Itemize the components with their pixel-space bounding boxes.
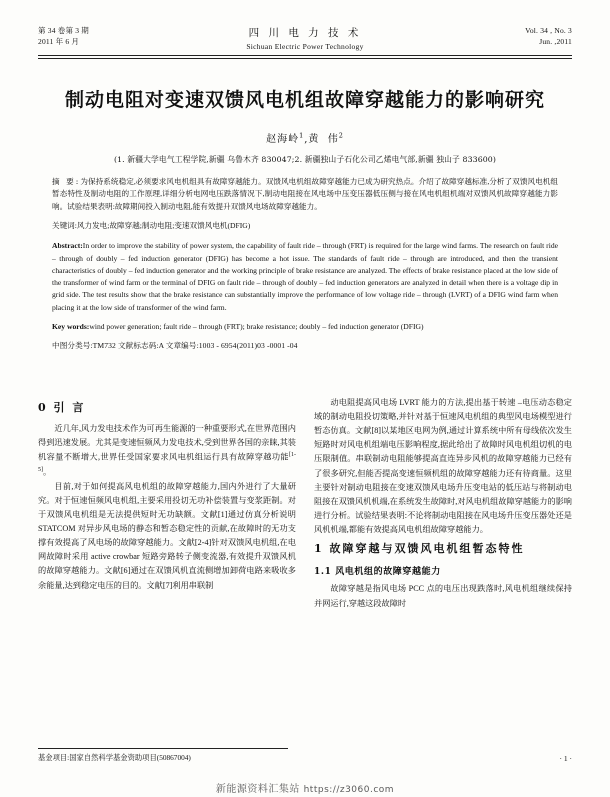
affiliation: (1. 新疆大学电气工程学院,新疆 乌鲁木齐 830047;2. 新疆独山子石化公司乙烯电气部,新疆 独山子 833600) [113, 154, 497, 164]
column-left [38, 396, 296, 739]
body-columns [38, 396, 572, 739]
page-inner [38, 26, 572, 779]
authors: 赵海岭$^1$,黄 伟$^2$ [266, 131, 344, 145]
section-1-1-title: 1.1 风电机组的故障穿越能力 [314, 567, 441, 577]
abstract-en-text: In order to improve the stability of power system, the capability of fault ride – through (FRT) is required for the large wind farms. The research on fault ride – through of doubly – fed induction generator (DFIG) has become a hot issue. The standards of fault ride – through are introduced, and then the transient characteristics of doubly – fed induction generator and the working principle of brake resistance are analyzed. The effects of brake resistance placed at the low side of the transformer of wind farm or the terminal of DFIG on fault ride – through of doubly – fed induction generators are analyzed in detail when there is a voltage dip in grid side. The test results show that the brake resistance can substantially improve the performance of low voltage ride – through (LVRT) of a DFIG wind farm when placing it at the low side of transformer of the wind farm. [52, 241, 558, 312]
watermark [0, 780, 610, 795]
abstract-cn-text: 为保持系统稳定,必须要求风电机组具有故障穿越能力。双馈风电机组故障穿越能力已成为研究热点。介绍了故障穿越标准,分析了双馈风电机组暂态特性及制动电阻的工作原理,详细分析电网电压跌落情况下,制动电阻接在风电场中压变压器低压侧与接在风电机组机端对双馈风机故障穿越能力影响。试验结果表明:故障期间投入制动电阻,能有效提升双馈风电场故障穿越能力。 [52, 176, 558, 211]
keywords-cn-label: 关键词: [52, 221, 77, 231]
page-number: · 1 · [559, 754, 572, 763]
volume-issue-en: Vol. 34 , No. 3 [525, 26, 572, 35]
keywords-en [52, 321, 558, 333]
header-rule-top [38, 55, 572, 56]
classification-line: 中图分类号:TM732 文献标志码:A 文章编号:1003 - 6954(2011)03 -0001 -04 [52, 341, 298, 351]
page-title: 制动电阻对变速双馈风电机组故障穿越能力的影响研究 [64, 88, 545, 111]
running-head [38, 26, 572, 53]
section-0-paragraph-2: 目前,对于如何提高风电机组的故障穿越能力,国内外进行了大量研究。对于恒速恒频风电机组,主要采用投切无功补偿装置与变浆距制。对于双馈风电机组是无法提供短时无功缺额。文献[1]通过仿真分析说明 STATCOM 对异步风电场的静态和暂态稳定性的贡献,在故障时的无功支撑有效提高了风电场的故障穿越能力。文献[2-4]针对双馈风电机组,在电网故障时采用 active crowbar 短路旁路转子侧变流器,有效提升双馈风机的故障穿越能力。文献[6]通过在双馈风机直流侧增加卸荷电路来吸收多余能量,达到稳定电压的目的。文献[7]利用串联制 [38, 481, 296, 590]
abstract-en-label: Abstract: [52, 241, 83, 251]
section-1-title: 1 故障穿越与双馈风电机组暂态特性 [314, 542, 525, 556]
section-0-title: 0 引 言 [38, 401, 86, 414]
abstract-cn [52, 176, 558, 214]
running-head-right [422, 26, 572, 48]
running-head-left [38, 26, 188, 48]
watermark-url: https://z3060.com [303, 785, 395, 795]
issue-date-en: Jun. ,2011 [539, 36, 572, 46]
journal-name [188, 26, 422, 53]
volume-issue: 第 34 卷第 3 期 [38, 26, 89, 35]
abstract-cn-label: 摘 要: [52, 176, 81, 186]
section-0-paragraph-1: 近几年,风力发电技术作为可再生能源的一种重要形式,在世界范围内得到迅速发展。尤其是变速恒频风力发电技术,受到世界各国的亲睐,其装机容量不断增大,世界任受国家要求风电机组运行具有故障穿越功能[1-5]。 [38, 423, 296, 477]
issue-date-cn: 2011 年 6 月 [38, 36, 80, 46]
funding-note: 基金项目:国家自然科学基金资助项目(50867004) [38, 753, 191, 762]
footnote-rule [38, 748, 288, 749]
keywords-cn [52, 220, 558, 232]
section-0-paragraph-3: 动电阻提高风电场 LVRT 能力的方法,提出基于转速 –电压动态稳定域的制动电阻投切策略,并针对基于恒速风电机组的典型风电场模型进行暂态仿真。文献[8]以某地区电网为例,通过计算系统中所有母线依次发生短路时对风电机组端电压影响程度,据此给出了故障时风电机组切机的电压限制值。串联制动电阻能够提高直连异步风机的故障穿越能力已经有了很多研究,但能否提高变速恒频机组的故障穿越能力还有待商量。这里主要针对制动电阻接在变速双馈风电场升压变电站的低压站与将制动电阻接在双馈风机机端,在系统发生故障时,对风电机组故障穿越能力的影响进行分析。试验结果表明:不论将制动电阻接在风电场升压变压器处还是风机机端,都能有效提高风电机组故障穿越能力。 [314, 398, 572, 534]
watermark-text: 新能源资料汇集站 [215, 784, 300, 795]
abstract-en [52, 240, 558, 314]
section-1-1-paragraph-1: 故障穿越是指风电场 PCC 点的电压出现跌落时,风电机组继续保持并网运行,穿越这段故障时 [314, 584, 572, 608]
journal-name-cn: 四 川 电 力 技 术 [248, 27, 362, 39]
keywords-en-label: Key words: [52, 322, 90, 332]
journal-name-en: Sichuan Electric Power Technology [246, 42, 364, 52]
keywords-en-text: wind power generation; fault ride – through (FRT); brake resistance; doubly – fed induction generator (DFIG) [89, 322, 424, 332]
keywords-cn-text: 风力发电;故障穿越;制动电阻;变速双馈风电机(DFIG) [76, 221, 251, 231]
column-right [314, 396, 572, 739]
header-rule-bottom [38, 58, 572, 59]
